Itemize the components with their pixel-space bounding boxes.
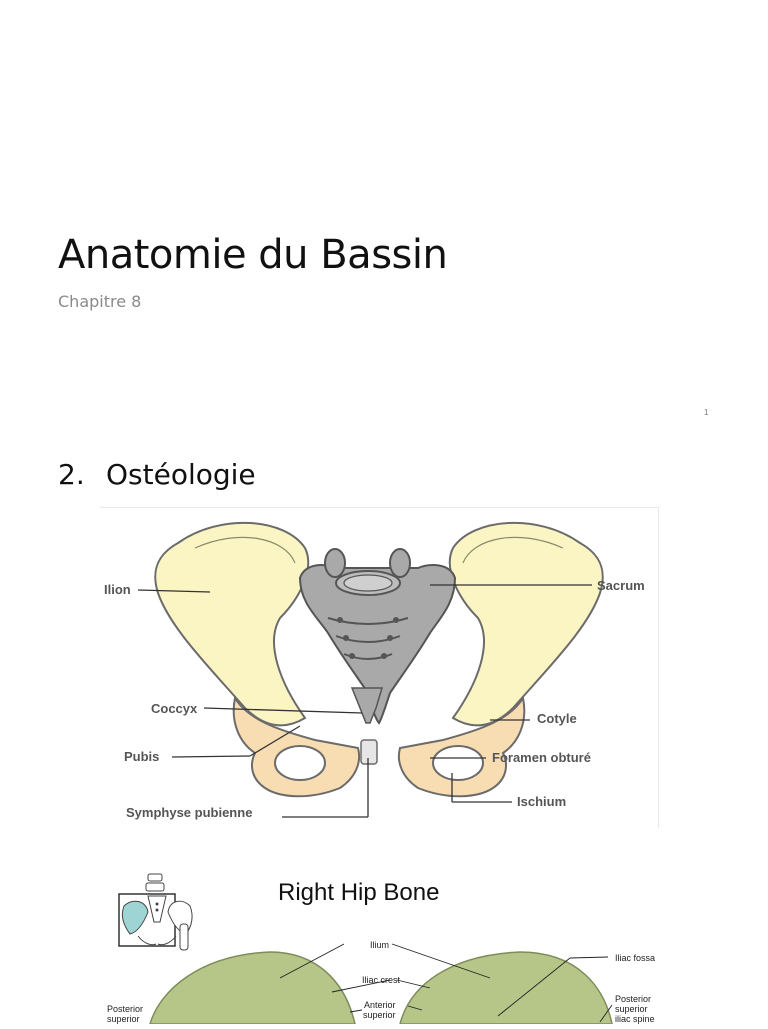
right-hip-bone-shape bbox=[400, 952, 612, 1024]
page-subtitle: Chapitre 8 bbox=[58, 292, 142, 311]
label-coccyx: Coccyx bbox=[151, 701, 198, 716]
page-title: Anatomie du Bassin bbox=[58, 232, 448, 278]
hip-label-iliac-crest: Iliac crest bbox=[362, 975, 401, 985]
hip-label-superior-left: superior bbox=[107, 1014, 140, 1024]
hip-label-posterior-left: Posterior bbox=[107, 1004, 144, 1014]
right-ilium-shape bbox=[450, 523, 603, 726]
pelvis-diagram bbox=[100, 508, 658, 828]
label-ischium: Ischium bbox=[517, 794, 567, 809]
section-title: Ostéologie bbox=[106, 458, 256, 491]
hip-label-superior: superior bbox=[363, 1010, 396, 1020]
label-cotyle: Cotyle bbox=[537, 711, 577, 726]
label-pubis: Pubis bbox=[124, 749, 160, 764]
label-sacrum: Sacrum bbox=[597, 578, 645, 593]
left-hip-bone-shape bbox=[150, 952, 355, 1024]
label-ilion: Ilion bbox=[104, 582, 131, 597]
right-hip-bone-illustration bbox=[100, 860, 668, 1024]
hip-label-anterior: Anterior bbox=[364, 1000, 396, 1010]
hip-bone-diagram bbox=[100, 860, 668, 1024]
section-number: 2. bbox=[58, 458, 85, 491]
label-foramen-obture: Foramen obturé bbox=[492, 750, 591, 765]
pelvis-illustration bbox=[100, 507, 659, 828]
hip-label-iliac-fossa: Iliac fossa bbox=[615, 953, 656, 963]
label-symphyse-pubienne: Symphyse pubienne bbox=[126, 805, 253, 820]
hip-label-iliac-spine-right: iliac spine bbox=[615, 1014, 655, 1024]
hip-bone-title: Right Hip Bone bbox=[278, 879, 440, 906]
hip-label-posterior-right: Posterior bbox=[615, 994, 652, 1004]
hip-label-ilium: Ilium bbox=[370, 940, 390, 950]
pelvis-orientation-icon bbox=[119, 874, 192, 950]
page-number: 1 bbox=[704, 408, 709, 417]
hip-label-superior-right: superior bbox=[615, 1004, 648, 1014]
left-ilium-shape bbox=[155, 523, 308, 726]
